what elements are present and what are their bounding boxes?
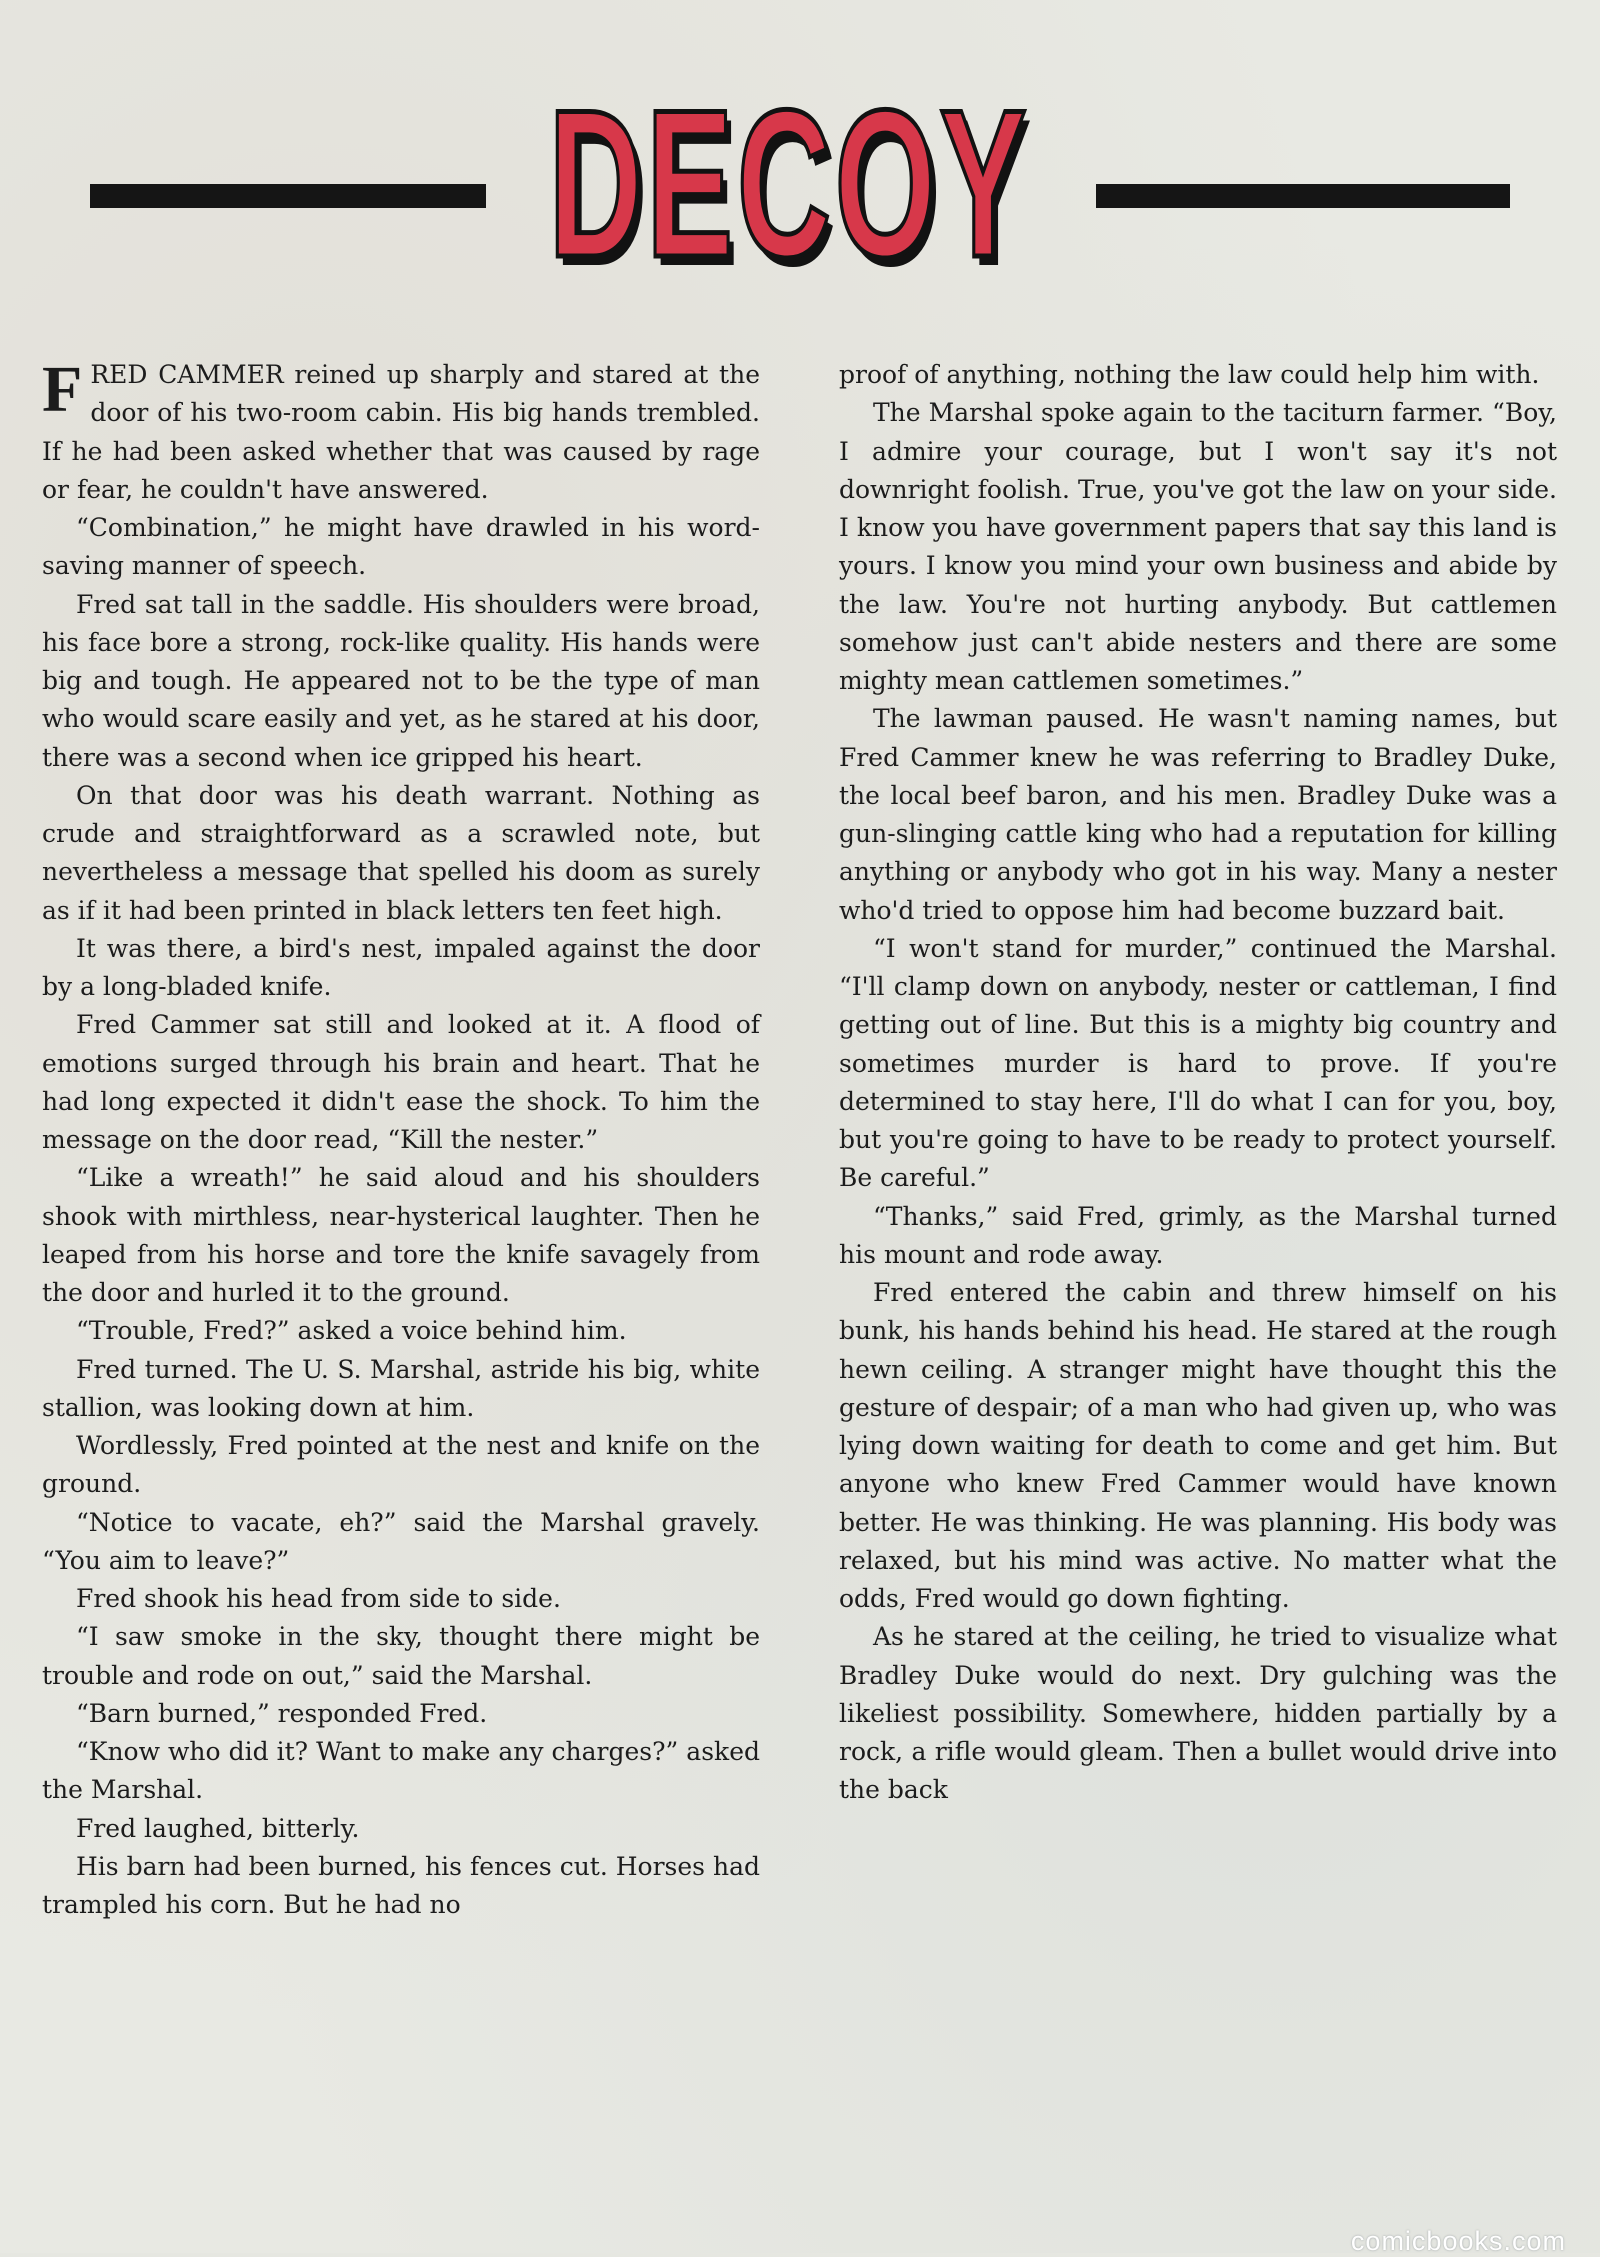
paragraph: “Barn burned,” responded Fred. [76,1698,488,1728]
story-title-banner [505,66,1073,301]
paragraph: The lawman paused. He wasn't naming names, but Fred Cammer knew he was referring to Bradley Duke, the local beef baron, and his men. Bradley Duke was a gun-slinging cattle king who had a reputation for killing anything or anybody who got in his way. Many a nester who'd tried to oppose him had become buzzard bait. [839,704,1557,925]
paragraph: “I won't stand for murder,” continued the Marshal. “I'll clamp down on anybody, nester or cattleman, I find getting out of line. But this is a mighty big country and sometimes murder is hard to prove. If you're determined to stay here, I'll do what I can for you, boy, but you're going to have to be ready to protect yourself. Be careful.” [839,933,1557,1193]
story-title: DECOY [548,66,1030,301]
paragraph: FRED CAMMER reined up sharply and stared at the door of his two-room cabin. His big hands trembled. If he had been asked whether that was caused by rage or fear, he couldn't have answered. [42,353,760,504]
paragraph: proof of anything, nothing the law could help him with. [839,360,1540,389]
paragraph: “Like a wreath!” he said aloud and his shoulders shook with mirthless, near-hysterical laughter. Then he leaped from his horse and tore the knife savagely from the door and hurled it to the ground. [42,1163,760,1307]
paragraph: Fred turned. The U. S. Marshal, astride his big, white stallion, was looking down at him. [42,1354,760,1422]
paragraph: Fred sat tall in the saddle. His shoulders were broad, his face bore a strong, rock-like quality. His hands were big and tough. He appeared not to be the type of man who would scare easily and yet, as he stared at his door, there was a second when ice gripped his heart. [42,589,760,772]
paragraph: Fred Cammer sat still and looked at it. A flood of emotions surged through his brain and heart. That he had long expected it didn't ease the shock. To him the message on the door read, “Kill the nester.” [42,1010,760,1154]
site-watermark: comicbooks.com [1350,2226,1566,2256]
paragraph: “Thanks,” said Fred, grimly, as the Marshal turned his mount and rode away. [839,1201,1557,1269]
drop-cap: F [42,353,83,426]
paragraph: It was there, a bird's nest, impaled against the door by a long-bladed knife. [42,933,760,1001]
paragraph: On that door was his death warrant. Nothing as crude and straightforward as a scrawled note, but nevertheless a message that spelled his doom as surely as if it had been printed in black letters ten feet high. [42,780,760,925]
paragraph: “Combination,” he might have drawled in his word-saving manner of speech. [42,513,760,581]
paragraph: The Marshal spoke again to the taciturn farmer. “Boy, I admire your courage, but I won't say it's not downright foolish. True, you've got the law on your side. I know you have government papers that say this land is yours. I know you mind your own business and abide by the law. You're not hurting anybody. But cattlemen somehow just can't abide nesters and there are some mighty mean cattlemen sometimes.” [839,398,1557,695]
paragraph: Fred shook his head from side to side. [76,1584,561,1613]
paragraph: “I saw smoke in the sky, thought there might be trouble and rode on out,” said the Marshal. [42,1622,760,1690]
text-column-left [42,353,760,2116]
paragraph: Fred entered the cabin and threw himself on his bunk, his hands behind his head. He stared at the rough hewn ceiling. A stranger might have thought this the gesture of despair; of a man who had given up, who was lying down waiting for death to come and get him. But anyone who knew Fred Cammer would have known better. He was thinking. He was planning. His body was relaxed, but his mind was active. No matter what the odds, Fred would go down fighting. [839,1278,1557,1613]
paragraph: “Notice to vacate, eh?” said the Marshal gravely. “You aim to leave?” [42,1507,760,1575]
title-rule-right [1096,184,1510,208]
paragraph: Fred laughed, bitterly. [76,1813,360,1843]
paragraph: Wordlessly, Fred pointed at the nest and knife on the ground. [42,1431,760,1499]
title-rule-left [90,184,486,208]
paragraph: “Know who did it? Want to make any charges?” asked the Marshal. [42,1737,760,1805]
paragraph: As he stared at the ceiling, he tried to visualize what Bradley Duke would do next. Dry gulching was the likeliest possibility. Somewhere, hidden partially by a rock, a rifle would gleam. Then a bullet would drive into the back [839,1622,1557,1805]
paragraph: His barn had been burned, his fences cut. Horses had trampled his corn. But he had no [42,1851,760,1919]
text-column-right [839,356,1557,2116]
paragraph: “Trouble, Fred?” asked a voice behind him. [76,1316,627,1346]
